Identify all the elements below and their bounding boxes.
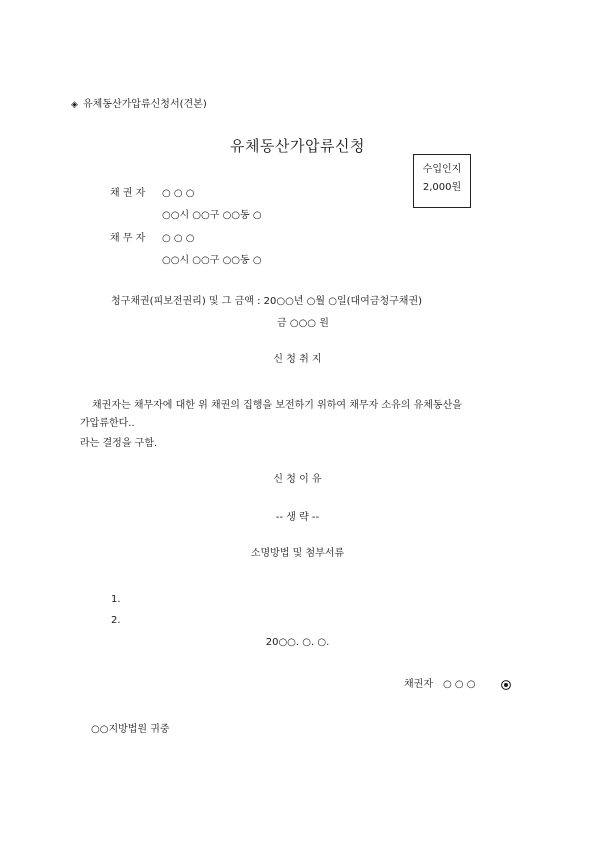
seal-icon: [501, 680, 511, 690]
claim-amount: 금 ○○○ 원: [277, 318, 329, 329]
court-addressee: ○○지방법원 귀중: [91, 724, 170, 735]
claim-description: 청구채권(피보전권리) 및 그 금액 : 20○○년 ○월 ○일(대여금청구채권): [111, 296, 423, 307]
evidence-heading: 소명방법 및 첨부서류: [250, 548, 345, 559]
revenue-stamp-box: [413, 154, 471, 208]
document-header-label: 유체동산가압류신청서(견본): [83, 99, 207, 110]
creditor-label: 채 권 자: [110, 188, 146, 199]
evidence-item: 1.: [111, 594, 121, 605]
debtor-label: 채 무 자: [110, 233, 146, 244]
reason-omitted: -- 생 략 --: [275, 512, 320, 523]
purpose-body-line3: 라는 결정을 구함.: [80, 438, 158, 449]
reason-heading: 신 청 이 유: [273, 474, 322, 485]
debtor-name: ○ ○ ○: [162, 233, 195, 244]
creditor-address: ○○시 ○○구 ○○동 ○: [162, 210, 262, 221]
purpose-body-line2: 가압류한다..: [80, 418, 135, 429]
signature-label: 채권자: [404, 679, 433, 690]
filing-date: 20○○. ○. ○.: [265, 637, 330, 648]
purpose-heading: 신 청 취 지: [273, 354, 322, 365]
purpose-body-line1: 채권자는 채무자에 대한 위 채권의 집행을 보전하기 위하여 채무자 소유의 유체동산을: [92, 400, 462, 411]
signature-name: ○ ○ ○: [443, 679, 476, 690]
stamp-amount: 2,000원: [422, 182, 462, 193]
diamond-bullet-icon: ◈: [71, 100, 78, 110]
debtor-address: ○○시 ○○구 ○○동 ○: [162, 255, 262, 266]
creditor-name: ○ ○ ○: [162, 188, 195, 199]
evidence-item: 2.: [111, 615, 121, 626]
page-title: 유체동산가압류신청: [230, 137, 365, 155]
stamp-label: 수입인지: [422, 164, 462, 175]
